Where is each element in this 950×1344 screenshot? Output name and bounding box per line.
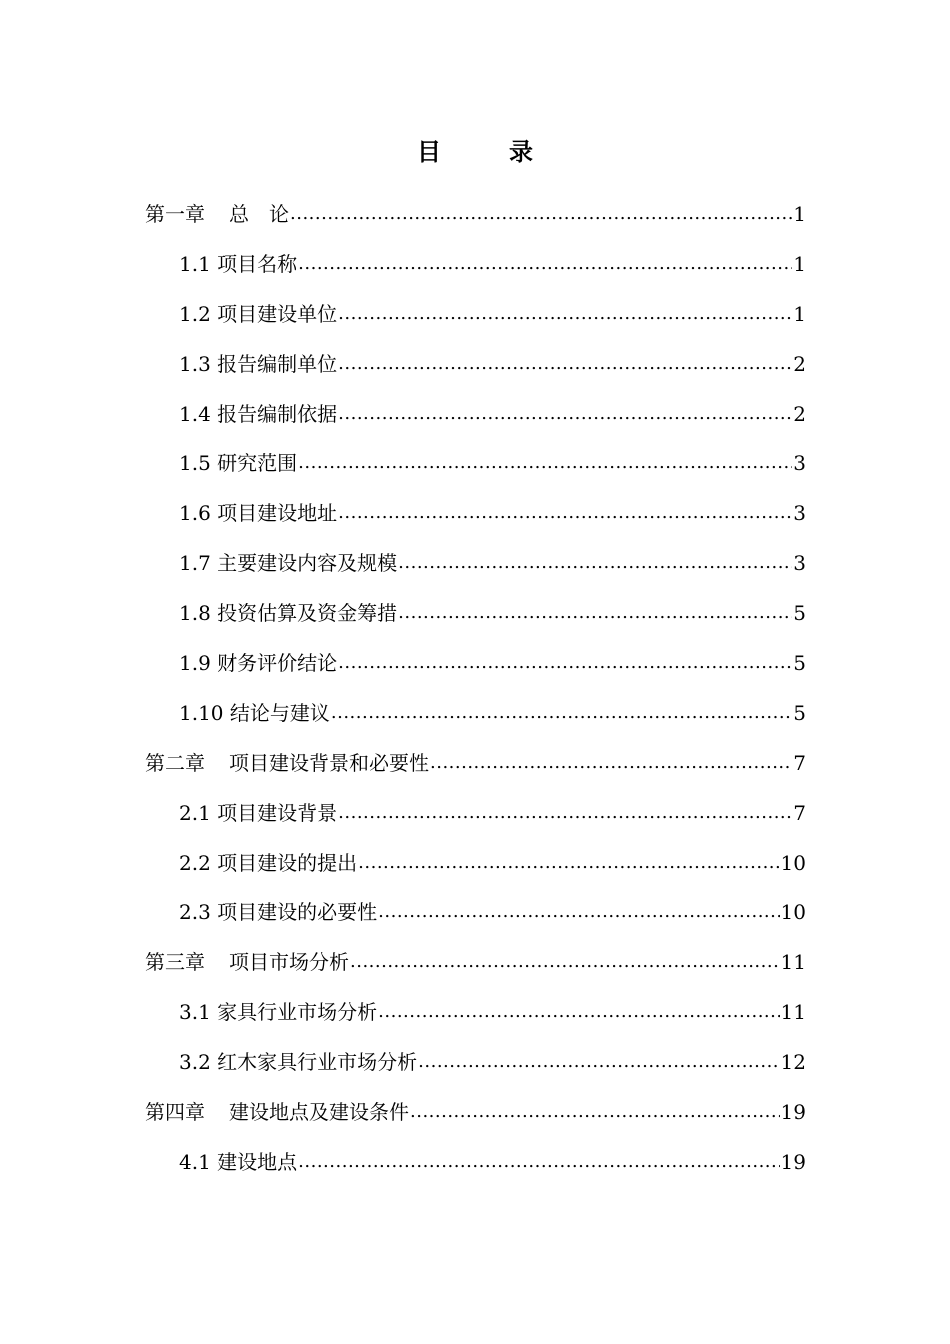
toc-entry-label [145, 746, 429, 780]
toc-chapter-number: 第一章 [145, 202, 205, 226]
toc-page-number: 10 [780, 900, 806, 925]
toc-page-number: 3 [793, 551, 806, 576]
toc-entry-label [179, 247, 297, 281]
toc-dot-leader [298, 446, 792, 480]
toc-page-number: 5 [793, 651, 806, 676]
toc-entry-label [179, 895, 377, 929]
toc-chapter-number: 第二章 [145, 750, 205, 775]
toc-section-entry[interactable] [145, 1145, 806, 1195]
toc-entry-label [179, 846, 357, 880]
toc-entry-label [179, 297, 337, 331]
toc-dot-leader [398, 596, 792, 630]
toc-entry-title: 投资估算及资金筹措 [217, 601, 398, 626]
toc-section-number: 3.1 [179, 1000, 211, 1025]
toc-section-entry[interactable] [145, 546, 806, 596]
toc-section-entry[interactable] [145, 696, 806, 746]
toc-dot-leader [298, 1145, 779, 1179]
toc-page-number: 1 [793, 202, 806, 226]
toc-page-number: 11 [780, 950, 806, 975]
toc-entry-label [179, 646, 337, 680]
toc-section-entry[interactable] [145, 596, 806, 646]
toc-section-entry[interactable] [145, 297, 806, 347]
toc-page-number: 1 [793, 301, 806, 326]
toc-entry-title: 家具行业市场分析 [217, 1000, 378, 1025]
toc-page-number: 2 [793, 351, 806, 376]
toc-chapter-entry[interactable] [145, 746, 806, 796]
toc-entry-label [179, 995, 377, 1029]
toc-chapter-number: 第三章 [145, 950, 205, 975]
toc-section-number: 1.10 [179, 700, 224, 725]
toc-entry-title: 研究范围 [217, 451, 298, 476]
toc-section-number: 2.1 [179, 800, 211, 825]
toc-entry-label [145, 945, 349, 979]
toc-section-entry[interactable] [145, 247, 806, 297]
toc-entry-title: 结论与建议 [229, 700, 330, 725]
toc-dot-leader [418, 1045, 779, 1079]
toc-section-number: 1.1 [179, 251, 211, 276]
toc-section-number: 1.5 [179, 451, 211, 476]
toc-section-number: 1.3 [179, 351, 211, 376]
toc-section-entry[interactable] [145, 397, 806, 447]
toc-entry-label [179, 496, 337, 530]
toc-chapter-number: 第四章 [145, 1100, 205, 1125]
toc-section-entry[interactable] [145, 846, 806, 896]
toc-page-number: 1 [793, 251, 806, 276]
toc-entry-title: 建设地点及建设条件 [229, 1100, 409, 1125]
toc-entry-title: 报告编制依据 [217, 401, 338, 426]
toc-page-number: 2 [793, 401, 806, 426]
toc-page-number: 7 [793, 750, 806, 775]
toc-dot-leader [338, 347, 792, 381]
toc-entry-title: 项目建设背景和必要性 [229, 750, 429, 775]
toc-section-entry[interactable] [145, 496, 806, 546]
toc-entry-title: 建设地点 [217, 1149, 298, 1174]
toc-page-number: 12 [780, 1050, 806, 1075]
toc-dot-leader [398, 546, 792, 580]
toc-entry-label [179, 446, 297, 480]
toc-dot-leader [338, 646, 792, 680]
toc-page-number: 19 [780, 1149, 806, 1174]
toc-dot-leader [350, 945, 780, 979]
toc-entry-label [179, 347, 337, 381]
toc-page-number: 7 [793, 800, 806, 825]
toc-entry-title: 项目建设背景 [217, 800, 338, 825]
toc-entry-label [179, 596, 397, 630]
toc-chapter-entry[interactable] [145, 945, 806, 995]
toc-page-number: 3 [793, 501, 806, 526]
toc-section-entry[interactable] [145, 347, 806, 397]
toc-dot-leader [338, 397, 792, 431]
toc-section-number: 1.2 [179, 301, 211, 326]
toc-dot-leader [331, 696, 792, 730]
toc-chapter-entry[interactable] [145, 1095, 806, 1145]
toc-entry-label [179, 546, 397, 580]
toc-chapter-entry[interactable] [145, 197, 806, 247]
toc-entry-title: 财务评价结论 [217, 651, 338, 676]
toc-dot-leader [298, 247, 792, 281]
toc-entry-title: 报告编制单位 [217, 351, 338, 376]
toc-entry-label [145, 197, 289, 231]
toc-entry-label [179, 397, 337, 431]
toc-dot-leader [378, 995, 779, 1029]
table-of-contents [145, 197, 806, 1195]
toc-page-number: 3 [793, 451, 806, 476]
toc-entry-label [179, 696, 330, 730]
toc-entry-label [179, 796, 337, 830]
toc-entry-title: 项目市场分析 [229, 950, 349, 975]
toc-page-number: 5 [793, 700, 806, 725]
toc-entry-title: 项目名称 [217, 251, 298, 276]
toc-dot-leader [358, 846, 779, 880]
toc-entry-label [179, 1145, 297, 1179]
toc-entry-title: 红木家具行业市场分析 [217, 1050, 418, 1075]
toc-page-number: 19 [780, 1100, 806, 1125]
toc-title: 目 录 [417, 138, 555, 166]
toc-entry-title: 项目建设的提出 [217, 850, 358, 875]
toc-section-entry[interactable] [145, 1045, 806, 1095]
toc-entry-title: 项目建设的必要性 [217, 900, 378, 925]
toc-section-number: 1.9 [179, 651, 211, 676]
toc-section-number: 1.4 [179, 401, 211, 426]
toc-page-number: 5 [793, 601, 806, 626]
toc-section-number: 4.1 [179, 1149, 211, 1174]
toc-page-number: 11 [780, 1000, 806, 1025]
toc-dot-leader [430, 746, 792, 780]
toc-section-number: 3.2 [179, 1050, 211, 1075]
toc-dot-leader [378, 895, 779, 929]
toc-section-number: 2.2 [179, 850, 211, 875]
toc-page-number: 10 [780, 850, 806, 875]
toc-entry-title: 总 论 [229, 202, 289, 226]
toc-section-number: 1.6 [179, 501, 211, 526]
toc-dot-leader [338, 297, 792, 331]
toc-entry-label [145, 1095, 409, 1129]
toc-entry-title: 项目建设地址 [217, 501, 338, 526]
toc-section-entry[interactable] [145, 446, 806, 496]
toc-section-entry[interactable] [145, 995, 806, 1045]
toc-section-entry[interactable] [145, 796, 806, 846]
toc-dot-leader [338, 796, 792, 830]
toc-section-number: 1.8 [179, 601, 211, 626]
toc-dot-leader [290, 197, 792, 231]
toc-entry-title: 主要建设内容及规模 [217, 551, 398, 576]
toc-dot-leader [410, 1095, 780, 1129]
toc-section-entry[interactable] [145, 895, 806, 945]
toc-section-entry[interactable] [145, 646, 806, 696]
toc-entry-label [179, 1045, 417, 1079]
toc-dot-leader [338, 496, 792, 530]
toc-section-number: 2.3 [179, 900, 211, 925]
toc-section-number: 1.7 [179, 551, 211, 576]
toc-entry-title: 项目建设单位 [217, 301, 338, 326]
